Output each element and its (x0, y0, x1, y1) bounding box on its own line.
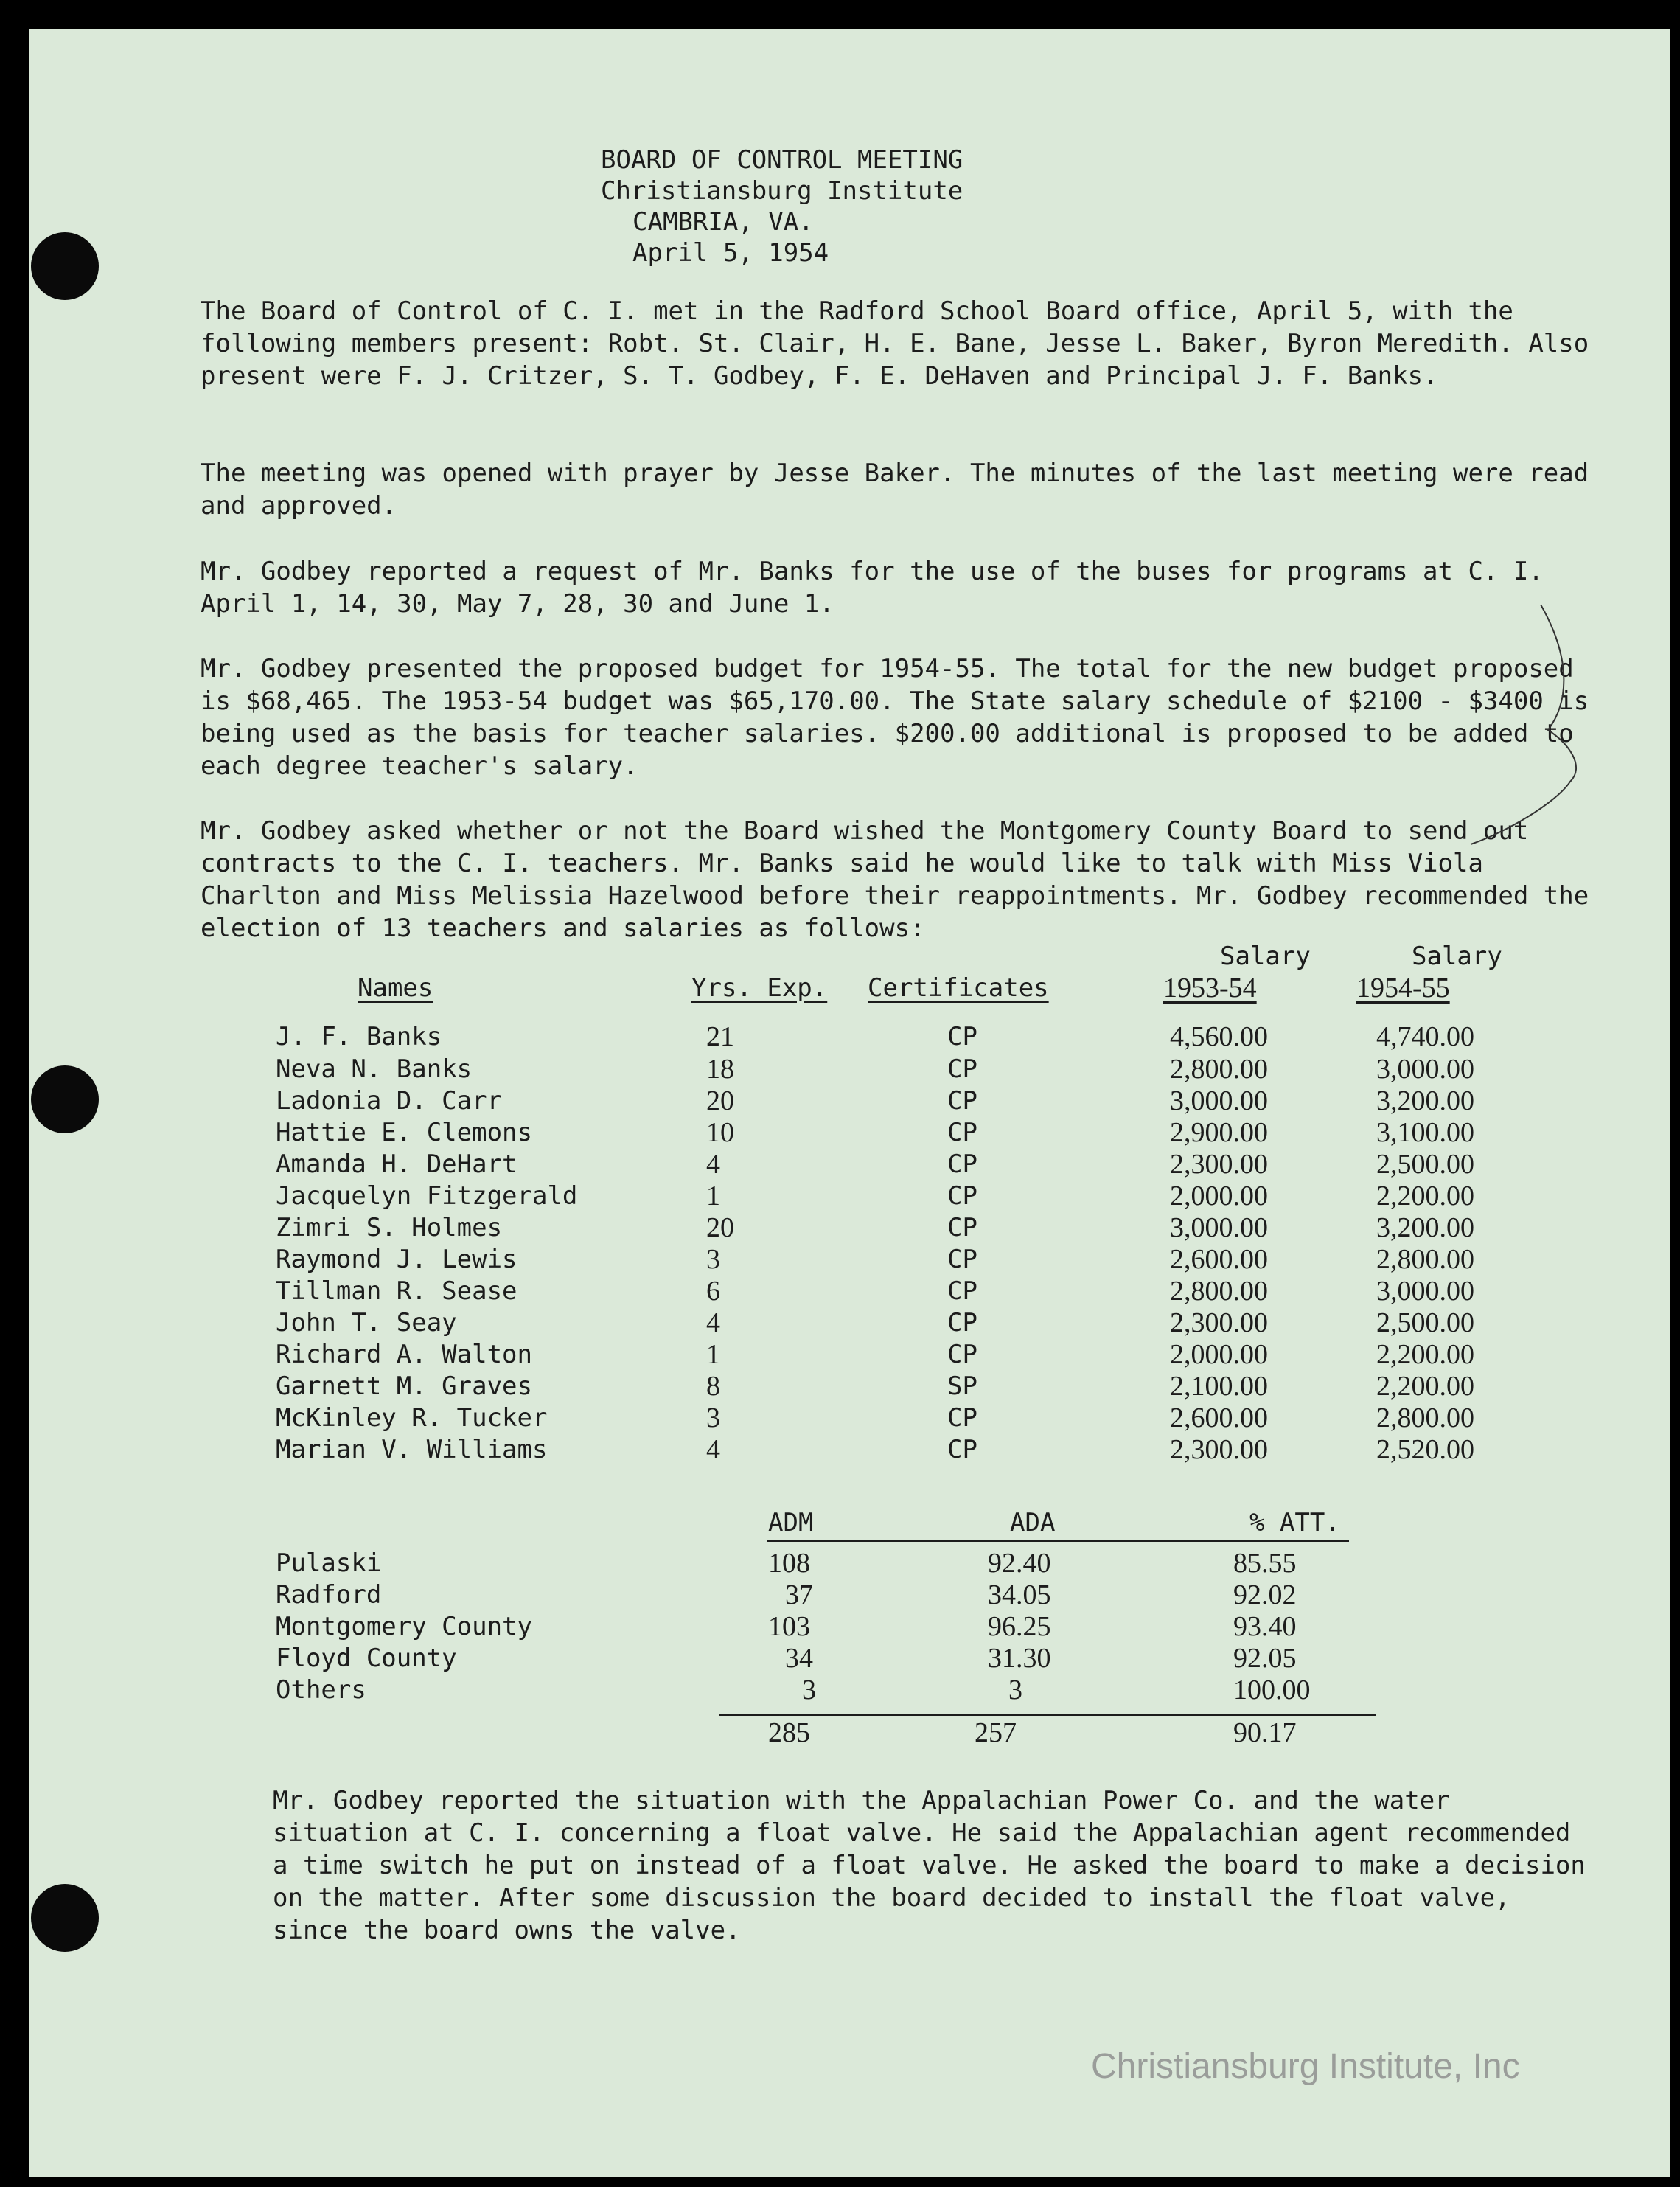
salary-1954: 2,800.00 (1376, 1244, 1474, 1275)
certificate: CP (947, 1340, 977, 1369)
ada-value: 3 (1008, 1675, 1022, 1706)
salary-1953: 3,000.00 (1170, 1085, 1268, 1116)
header-attendance-percent: % ATT. (1249, 1508, 1340, 1537)
teacher-name: Marian V. Williams (276, 1435, 548, 1464)
adm-total: 285 (768, 1717, 810, 1748)
salary-1954: 2,200.00 (1376, 1339, 1474, 1370)
teacher-name: John T. Seay (276, 1308, 457, 1338)
teacher-name: Zimri S. Holmes (276, 1213, 503, 1242)
years-experience: 6 (706, 1276, 720, 1307)
certificate: CP (947, 1276, 977, 1306)
header-names: Names (358, 973, 433, 1003)
attendance-percent-total: 90.17 (1233, 1717, 1297, 1748)
ada-total: 257 (975, 1717, 1017, 1748)
adm-value: 37 (785, 1579, 813, 1610)
county-name: Others (276, 1675, 366, 1705)
salary-label-row (0, 940, 1680, 973)
salary-1954: 4,740.00 (1376, 1021, 1474, 1052)
county-name: Montgomery County (276, 1612, 532, 1641)
location-line: CAMBRIA, VA. (632, 207, 814, 237)
salary-1954: 2,500.00 (1376, 1149, 1474, 1180)
teacher-name: Neva N. Banks (276, 1054, 473, 1084)
salary-1954: 3,000.00 (1376, 1054, 1474, 1085)
attendance-total-rule (719, 1714, 1376, 1716)
years-experience: 3 (706, 1402, 720, 1433)
years-experience: 18 (706, 1054, 734, 1085)
years-experience: 20 (706, 1212, 734, 1243)
institution-line: Christiansburg Institute (601, 176, 963, 206)
salary-1953: 2,300.00 (1170, 1307, 1268, 1338)
punch-hole-bottom (31, 1884, 99, 1952)
certificate: SP (947, 1371, 977, 1401)
teacher-name: J. F. Banks (276, 1022, 442, 1051)
salary-1953: 2,300.00 (1170, 1434, 1268, 1465)
attendance-percent: 100.00 (1233, 1675, 1311, 1706)
teacher-name: Jacquelyn Fitzgerald (276, 1181, 578, 1211)
attendance-percent: 85.55 (1233, 1548, 1297, 1579)
ada-value: 31.30 (988, 1643, 1051, 1674)
years-experience: 8 (706, 1371, 720, 1402)
county-name: Pulaski (276, 1548, 382, 1578)
salary-1953: 2,600.00 (1170, 1244, 1268, 1275)
years-experience: 1 (706, 1181, 720, 1211)
years-experience: 21 (706, 1021, 734, 1052)
attendance-header-rule (767, 1540, 1349, 1542)
punch-hole-top (31, 232, 99, 300)
years-experience: 10 (706, 1117, 734, 1148)
teacher-name: Amanda H. DeHart (276, 1150, 517, 1179)
adm-value: 3 (802, 1675, 816, 1706)
certificate: CP (947, 1181, 977, 1211)
salary-1953: 2,800.00 (1170, 1276, 1268, 1307)
title-line: BOARD OF CONTROL MEETING (601, 145, 963, 175)
certificate: CP (947, 1245, 977, 1274)
salary-1953: 2,000.00 (1170, 1339, 1268, 1370)
certificate: CP (947, 1308, 977, 1338)
header-salary-1953: 1953-54 (1163, 973, 1257, 1004)
attendance-percent: 92.05 (1233, 1643, 1297, 1674)
header-years: Yrs. Exp. (691, 973, 828, 1003)
certificate: CP (947, 1150, 977, 1179)
power-company-paragraph: Mr. Godbey reported the situation with the Appalachian Power Co. and the water situation at C. I. concerning a float valve. He said the Appalachian agent recommended a time switch he put on instead of a float valve. He asked the board to make a decision on the matter. After some discussion the board decided to install the float valve, since the board owns the valve. (273, 1786, 1586, 1945)
years-experience: 3 (706, 1244, 720, 1275)
teacher-name: Tillman R. Sease (276, 1276, 517, 1306)
teacher-name: Richard A. Walton (276, 1340, 532, 1369)
years-experience: 1 (706, 1339, 720, 1370)
punch-hole-middle (31, 1065, 99, 1133)
salary-1954: 2,520.00 (1376, 1434, 1474, 1465)
salary-1953: 2,100.00 (1170, 1371, 1268, 1402)
attendance-percent: 93.40 (1233, 1611, 1297, 1642)
adm-value: 34 (785, 1643, 813, 1674)
salary-1954: 2,200.00 (1376, 1181, 1474, 1211)
salary-label-a: Salary (1220, 942, 1311, 971)
attendance-percent: 92.02 (1233, 1579, 1297, 1610)
certificate: CP (947, 1022, 977, 1051)
opening-paragraph: The meeting was opened with prayer by Jesse Baker. The minutes of the last meeting were read and approved. (201, 459, 1589, 521)
teacher-name: McKinley R. Tucker (276, 1403, 548, 1433)
margin-pen-mark (1460, 597, 1592, 848)
header-adm: ADM (768, 1508, 814, 1537)
salary-1953: 2,000.00 (1170, 1181, 1268, 1211)
certificate: CP (947, 1054, 977, 1084)
years-experience: 4 (706, 1149, 720, 1180)
certificate: CP (947, 1118, 977, 1147)
salary-1954: 2,800.00 (1376, 1402, 1474, 1433)
salary-1954: 3,200.00 (1376, 1212, 1474, 1243)
ada-value: 92.40 (988, 1548, 1051, 1579)
teacher-name: Raymond J. Lewis (276, 1245, 517, 1274)
certificate: CP (947, 1086, 977, 1116)
teacher-name: Garnett M. Graves (276, 1371, 532, 1401)
salary-label-b: Salary (1412, 942, 1502, 971)
ada-value: 34.05 (988, 1579, 1051, 1610)
salary-1953: 2,800.00 (1170, 1054, 1268, 1085)
teacher-name: Ladonia D. Carr (276, 1086, 503, 1116)
adm-value: 103 (768, 1611, 810, 1642)
certificate: CP (947, 1213, 977, 1242)
years-experience: 20 (706, 1085, 734, 1116)
years-experience: 4 (706, 1434, 720, 1465)
county-name: Radford (276, 1580, 382, 1610)
salary-1953: 2,300.00 (1170, 1149, 1268, 1180)
teacher-name: Hattie E. Clemons (276, 1118, 532, 1147)
header-certificates: Certificates (868, 973, 1049, 1003)
buses-paragraph: Mr. Godbey reported a request of Mr. Banks for the use of the buses for programs at C. I. April 1, 14, 30, May 7, 28, 30 and June 1. (201, 557, 1544, 619)
certificate: CP (947, 1435, 977, 1464)
salary-1954: 2,500.00 (1376, 1307, 1474, 1338)
budget-paragraph: Mr. Godbey presented the proposed budget for 1954-55. The total for the new budget proposed is $68,465. The 1953-54 budget was $65,170.00. The State salary schedule of $2100 - $3400 is being used as the basis for teacher salaries. $200.00 additional is proposed to be added to each degree teacher's salary. (201, 654, 1589, 781)
salary-1953: 3,000.00 (1170, 1212, 1268, 1243)
table-header-row (0, 972, 1680, 1004)
date-line: April 5, 1954 (632, 238, 829, 268)
salary-1954: 3,100.00 (1376, 1117, 1474, 1148)
adm-value: 108 (768, 1548, 810, 1579)
salary-1954: 2,200.00 (1376, 1371, 1474, 1402)
salary-1954: 3,000.00 (1376, 1276, 1474, 1307)
salary-1953: 2,900.00 (1170, 1117, 1268, 1148)
years-experience: 4 (706, 1307, 720, 1338)
archive-watermark: Christiansburg Institute, Inc (1091, 2047, 1520, 2086)
attendance-paragraph: The Board of Control of C. I. met in the Radford School Board office, April 5, with the following members present: Robt. St. Clair, H. E. Bane, Jesse L. Baker, Byron Meredith. Also present were F. J. Critzer, S. T. Godbey, F. E. DeHaven and Principal J. F. Banks. (201, 296, 1589, 391)
ada-value: 96.25 (988, 1611, 1051, 1642)
certificate: CP (947, 1403, 977, 1433)
header-ada: ADA (1010, 1508, 1056, 1537)
salary-1954: 3,200.00 (1376, 1085, 1474, 1116)
salary-1953: 2,600.00 (1170, 1402, 1268, 1433)
salary-1953: 4,560.00 (1170, 1021, 1268, 1052)
county-name: Floyd County (276, 1644, 457, 1673)
header-salary-1954: 1954-55 (1356, 973, 1450, 1004)
contracts-paragraph: Mr. Godbey asked whether or not the Board wished the Montgomery County Board to send out contracts to the C. I. teachers. Mr. Banks said he would like to talk with Miss Viola Charlton and Miss Melissia Hazelwood before their reappointments. Mr. Godbey recommended the election of 13 teachers and salaries as follows: (201, 816, 1589, 943)
